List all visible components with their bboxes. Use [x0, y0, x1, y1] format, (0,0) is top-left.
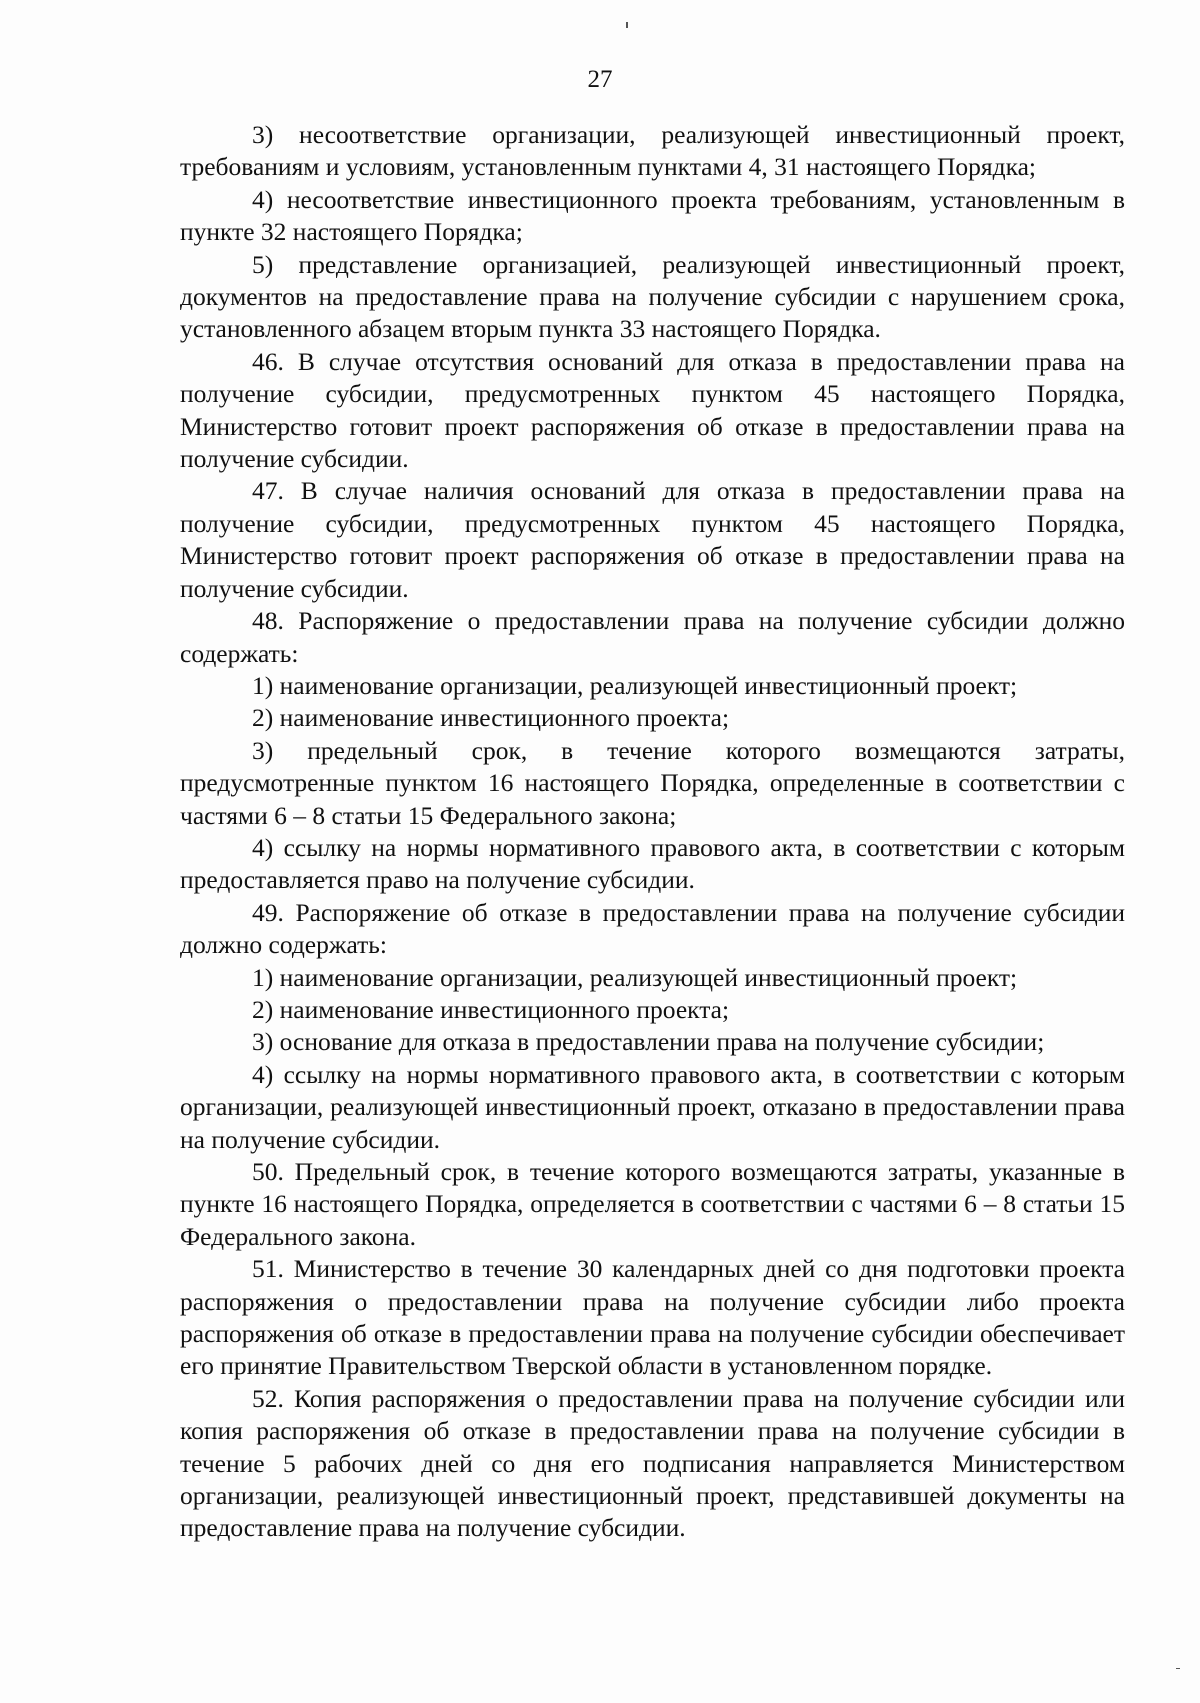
- paragraph: 48. Распоряжение о предоставлении права на получение субсидии должно содержать:: [180, 606, 1125, 668]
- paragraph: 3) предельный срок, в течение которого возмещаются затраты, предусмотренные пунктом 16 настоящего Порядка, определенные в соответствии с частями 6 – 8 статьи 15 Федерального закона;: [180, 735, 1125, 830]
- paragraph: 2) наименование инвестиционного проекта;: [252, 994, 730, 1024]
- page-number: 27: [587, 66, 613, 93]
- paragraph: 1) наименование организации, реализующей инвестиционный проект;: [252, 670, 1018, 700]
- paragraph: 3) основание для отказа в предоставлении права на получение субсидии;: [252, 1027, 1045, 1057]
- paragraph: 49. Распоряжение об отказе в предоставлении права на получение субсидии должно содержать:: [180, 897, 1125, 960]
- paragraph: 50. Предельный срок, в течение которого возмещаются затраты, указанные в пункте 16 настоящего Порядка, определяется в соответствии с частями 6 – 8 статьи 15 Федерального закона.: [180, 1157, 1125, 1251]
- paragraph: 1) наименование организации, реализующей инвестиционный проект;: [252, 962, 1018, 992]
- document-body: [180, 119, 1125, 1545]
- paragraph: 4) ссылку на нормы нормативного правового акта, в соответствии с которым предоставляется право на получение субсидии.: [180, 832, 1125, 895]
- scan-speck: [1176, 1668, 1180, 1669]
- paragraph: 46. В случае отсутствия оснований для отказа в предоставлении права на получение субсидии, предусмотренных пунктом 45 настоящего Порядка, Министерство готовит проект распоряжения об отказе в предоставлении права на получение субсидии.: [180, 346, 1125, 474]
- paragraph: 4) несоответствие инвестиционного проекта требованиям, установленным в пункте 32 настоящего Порядка;: [180, 184, 1125, 247]
- paragraph: 52. Копия распоряжения о предоставлении права на получение субсидии или копия распоряжения об отказе в предоставлении права на получение субсидии в течение 5 рабочих дней со дня его подписания направляется Министерством организации, реализующей инвестиционный проект, представившей документы на предоставление права на получение субсидии.: [180, 1383, 1125, 1543]
- paragraph: 5) представление организацией, реализующей инвестиционный проект, документов на предоставление права на получение субсидии с нарушением срока, установленного абзацем вторым пункта 33 настоящего Порядка.: [180, 249, 1125, 344]
- paragraph: 4) ссылку на нормы нормативного правового акта, в соответствии с которым организации, реализующей инвестиционный проект, отказано в предоставлении права на получение субсидии.: [180, 1059, 1125, 1154]
- paragraph: 2) наименование инвестиционного проекта;: [252, 703, 730, 733]
- paragraph: 47. В случае наличия оснований для отказа в предоставлении права на получение субсидии, предусмотренных пунктом 45 настоящего Порядка, Министерство готовит проект распоряжения об отказе в предоставлении права на получение субсидии.: [180, 476, 1125, 603]
- paragraph: 51. Министерство в течение 30 календарных дней со дня подготовки проекта распоряжения о предоставлении права на получение субсидии либо проекта распоряжения об отказе в предоставлении права на получение субсидии обеспечивает его принятие Правительством Тверской области в установленном порядке.: [180, 1254, 1125, 1381]
- scan-speck: [626, 22, 628, 28]
- paragraph: 3) несоответствие организации, реализующей инвестиционный проект, требованиям и условиям, установленным пунктами 4, 31 настоящего Порядка;: [180, 120, 1125, 182]
